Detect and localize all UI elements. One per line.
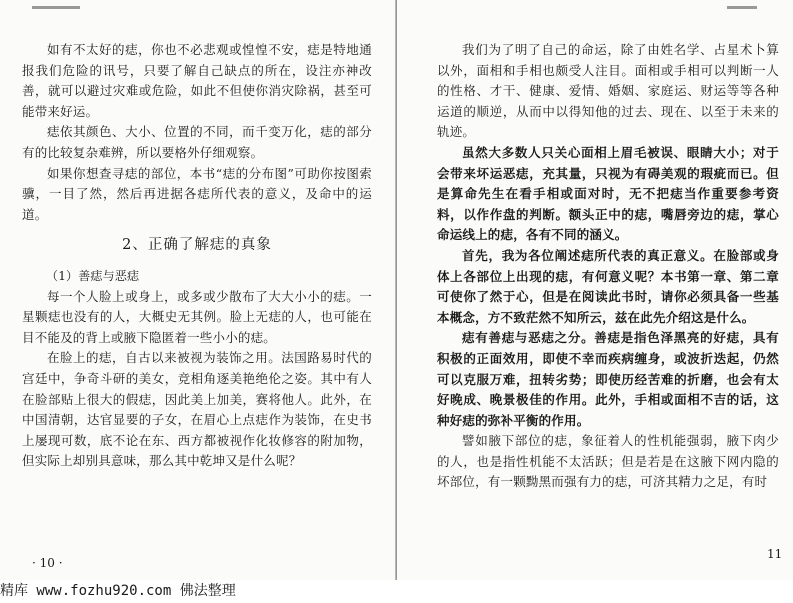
left-page	[0, 0, 396, 580]
running-header-right	[727, 6, 757, 9]
page-number-right: 11	[767, 547, 783, 561]
running-header-left	[32, 6, 80, 9]
page-number-left: · 10 ·	[32, 556, 63, 570]
left-paragraph: 痣依其颜色、大小、位置的不同，而千变万化，痣的部分有的比较复杂难辨，所以要格外仔细观察。	[22, 124, 372, 160]
left-page-body	[22, 40, 372, 472]
right-page-body	[437, 40, 779, 493]
right-paragraph: 譬如腋下部位的痣，象征着人的性机能强弱，腋下肉少的人，也是指性机能不太活跃；但是若是在这腋下网内隐的坏部位，有一颗黝黑而强有力的痣，可济其精力之足，有时	[437, 433, 779, 490]
left-paragraph: 如果你想查寻痣的部位，本书“痣的分布图”可助你按图索骥，一目了然，然后再进据各痣所代表的意义，及命中的运道。	[22, 165, 372, 222]
left-paragraph: 在脸上的痣，自古以来被视为装饰之用。法国路易时代的宫廷中，争奇斗研的美女，竞相角逐美艳绝伦之姿。其中有人在脸部贴上很大的假痣，因此美上加美，赛将他人。此外，在中国清朝，达官显要的子女，在眉心上点痣作为装饰，在史书上屡现可数，底不论在东、西方都被视作化妆修容的附加物，但实际上却别具意味，那么其中乾坤又是什么呢？	[22, 350, 372, 469]
watermark-footer	[0, 580, 793, 603]
right-paragraph: 我们为了明了自己的命运，除了由姓名学、占星术卜算以外，面相和手相也颇受人注目。面相或手相可以判断一人的性格、才干、健康、爱情、婚姻、家庭运、财运等等各种运道的顺逆，从而中以得知他的过去、现在、以至于未来的轨迹。	[437, 42, 779, 140]
section-heading: 2、正确了解痣的真象	[122, 237, 272, 254]
right-page	[397, 0, 793, 580]
left-paragraph: 如有不太好的痣，你也不必悲观或惶惶不安，痣是特地通报我们危险的讯号，只要了解自己缺点的所在，设注亦神改善，就可以避过灾难或危险，如此不但使你消灾除祸，甚至可能带来好运。	[22, 42, 372, 119]
subsection-heading: （1）善痣与恶痣	[46, 268, 140, 283]
right-paragraph: 首先，我为各位阐述痣所代表的真正意义。在脸部或身体上各部位上出现的痣，有何意义呢？本书第一章、第二章可使你了然于心，但是在阅读此书时，请你必须具备一些基本概念，方不致茫然不知所云，兹在此先介绍这是什么。	[437, 247, 779, 325]
left-paragraph: 每一个人脸上或身上，或多或少散布了大大小小的痣。一星颗痣也没有的人，大概史无其例。脸上无痣的人，也可能在目不能及的背上或腋下隐匿着一些小小的痣。	[22, 288, 372, 345]
watermark-text: 精库 www.fozhu920.com 佛法整理	[0, 583, 236, 599]
right-paragraph: 痣有善痣与恶痣之分。善痣是指色泽黑亮的好痣，具有积极的正面效用，即使不幸而疾病缠身，或波折迭起，仍然可以克服万难，扭转劣势；即使历经苦难的折磨，也会有太好晚成、晚景极佳的作用。此外，手相或面相不吉的话，这种好痣的弥补平衡的作用。	[437, 330, 779, 428]
right-paragraph: 虽然大多数人只关心面相上眉毛被误、眼睛大小；对于会带来坏运恶痣，充其量，只视为有碍美观的瑕疵而已。但是算命先生在看手相或面对时，无不把痣当作重要参考资料，以作作盘的判断。额头正中的痣，嘴唇旁边的痣，掌心命运线上的痣，各有不同的涵义。	[437, 144, 779, 243]
